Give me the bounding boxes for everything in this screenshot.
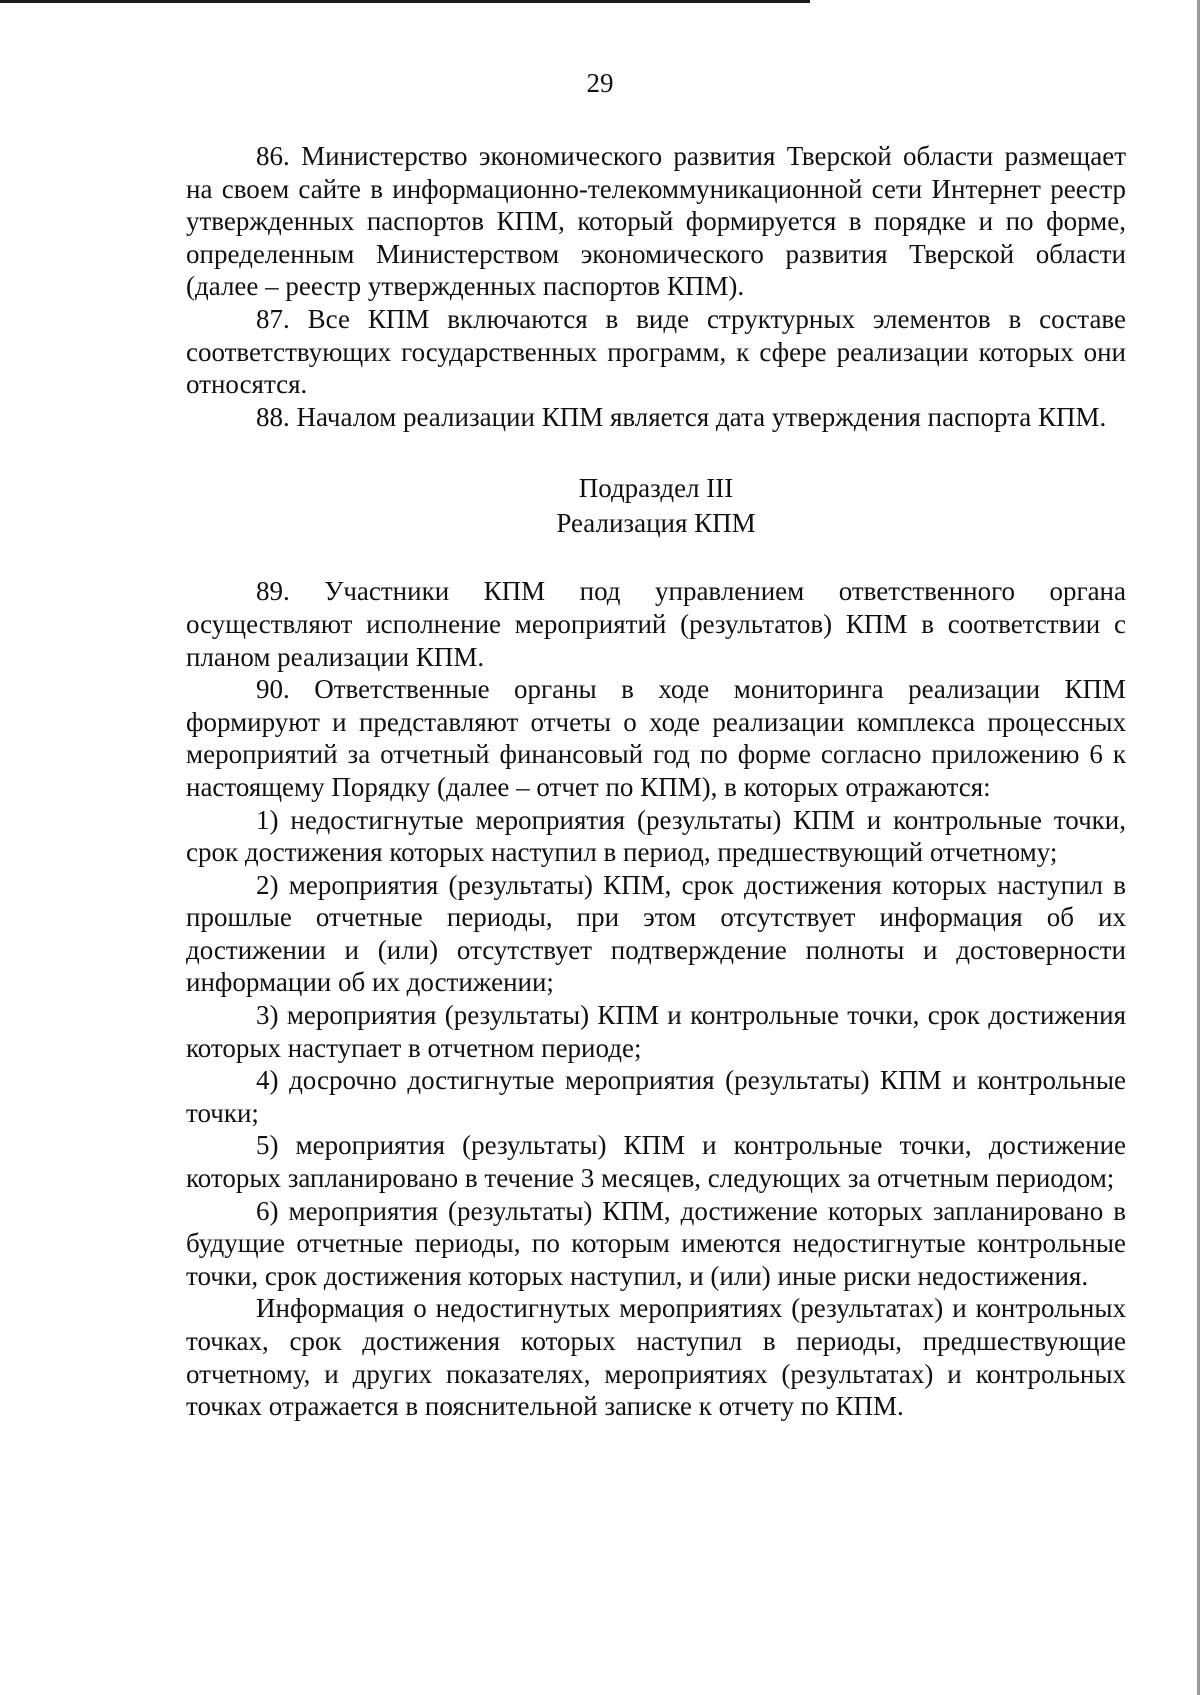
document-body xyxy=(186,140,1126,1423)
section-heading-line1: Подраздел III xyxy=(578,473,734,504)
scan-top-edge xyxy=(0,0,810,3)
paragraph-information: Информация о недостигнутых мероприятиях (результатах) и контрольных точках, срок достижения которых наступил в периоды, предшествующие отчетному, и других показателях, мероприятиях (результатах) и контрольных точках отражается в пояснительной записке к отчету по КПМ. xyxy=(186,1293,1126,1422)
list-item-5: 5) мероприятия (результаты) КПМ и контрольные точки, достижение которых запланировано в течение 3 месяцев, следующих за отчетным периодом; xyxy=(186,1130,1126,1194)
paragraph-86: 86. Министерство экономического развития Тверской области размещает на своем сайте в информационно-телекоммуникационной сети Интернет реестр утвержденных паспортов КПМ, который формируется в порядке и по форме, определенным Министерством экономического развития Тверской области (далее – реестр утвержденных паспортов КПМ). xyxy=(186,141,1126,302)
paragraph-87: 87. Все КПМ включаются в виде структурных элементов в составе соответствующих государственных программ, к сфере реализации которых они относятся. xyxy=(186,303,1126,400)
paragraph-89: 89. Участники КПМ под управлением ответственного органа осуществляют исполнение мероприятий (результатов) КПМ в соответствии с планом реализации КПМ. xyxy=(186,576,1126,672)
page-number: 29 xyxy=(586,68,614,98)
list-item-2: 2) мероприятия (результаты) КПМ, срок достижения которых наступил в прошлые отчетные периоды, при этом отсутствует информация об их достижении и (или) отсутствует подтверждение полноты и достоверности информации об их достижении; xyxy=(186,869,1126,998)
list-item-3: 3) мероприятия (результаты) КПМ и контрольные точки, срок достижения которых наступает в отчетном периоде; xyxy=(186,1000,1126,1063)
list-item-6: 6) мероприятия (результаты) КПМ, достижение которых запланировано в будущие отчетные периоды, по которым имеются недостигнутые контрольные точки, срок достижения которых наступил, и (или) иные риски недостижения. xyxy=(186,1195,1126,1291)
section-heading xyxy=(186,471,1126,541)
paragraph-88: 88. Началом реализации КПМ является дата утверждения паспорта КПМ. xyxy=(256,401,1107,432)
paragraph-90: 90. Ответственные органы в ходе мониторинга реализации КПМ формируют и представляют отчеты о ходе реализации комплекса процессных мероприятий за отчетный финансовый год по форме согласно приложению 6 к настоящему Порядку (далее – отчет по КПМ), в которых отражаются: xyxy=(186,674,1126,802)
section-heading-line2: Реализация КПМ xyxy=(556,508,756,539)
list-item-1: 1) недостигнутые мероприятия (результаты) КПМ и контрольные точки, срок достижения которых наступил в период, предшествующий отчетному; xyxy=(186,804,1126,868)
list-item-4: 4) досрочно достигнутые мероприятия (результаты) КПМ и контрольные точки; xyxy=(186,1065,1126,1128)
